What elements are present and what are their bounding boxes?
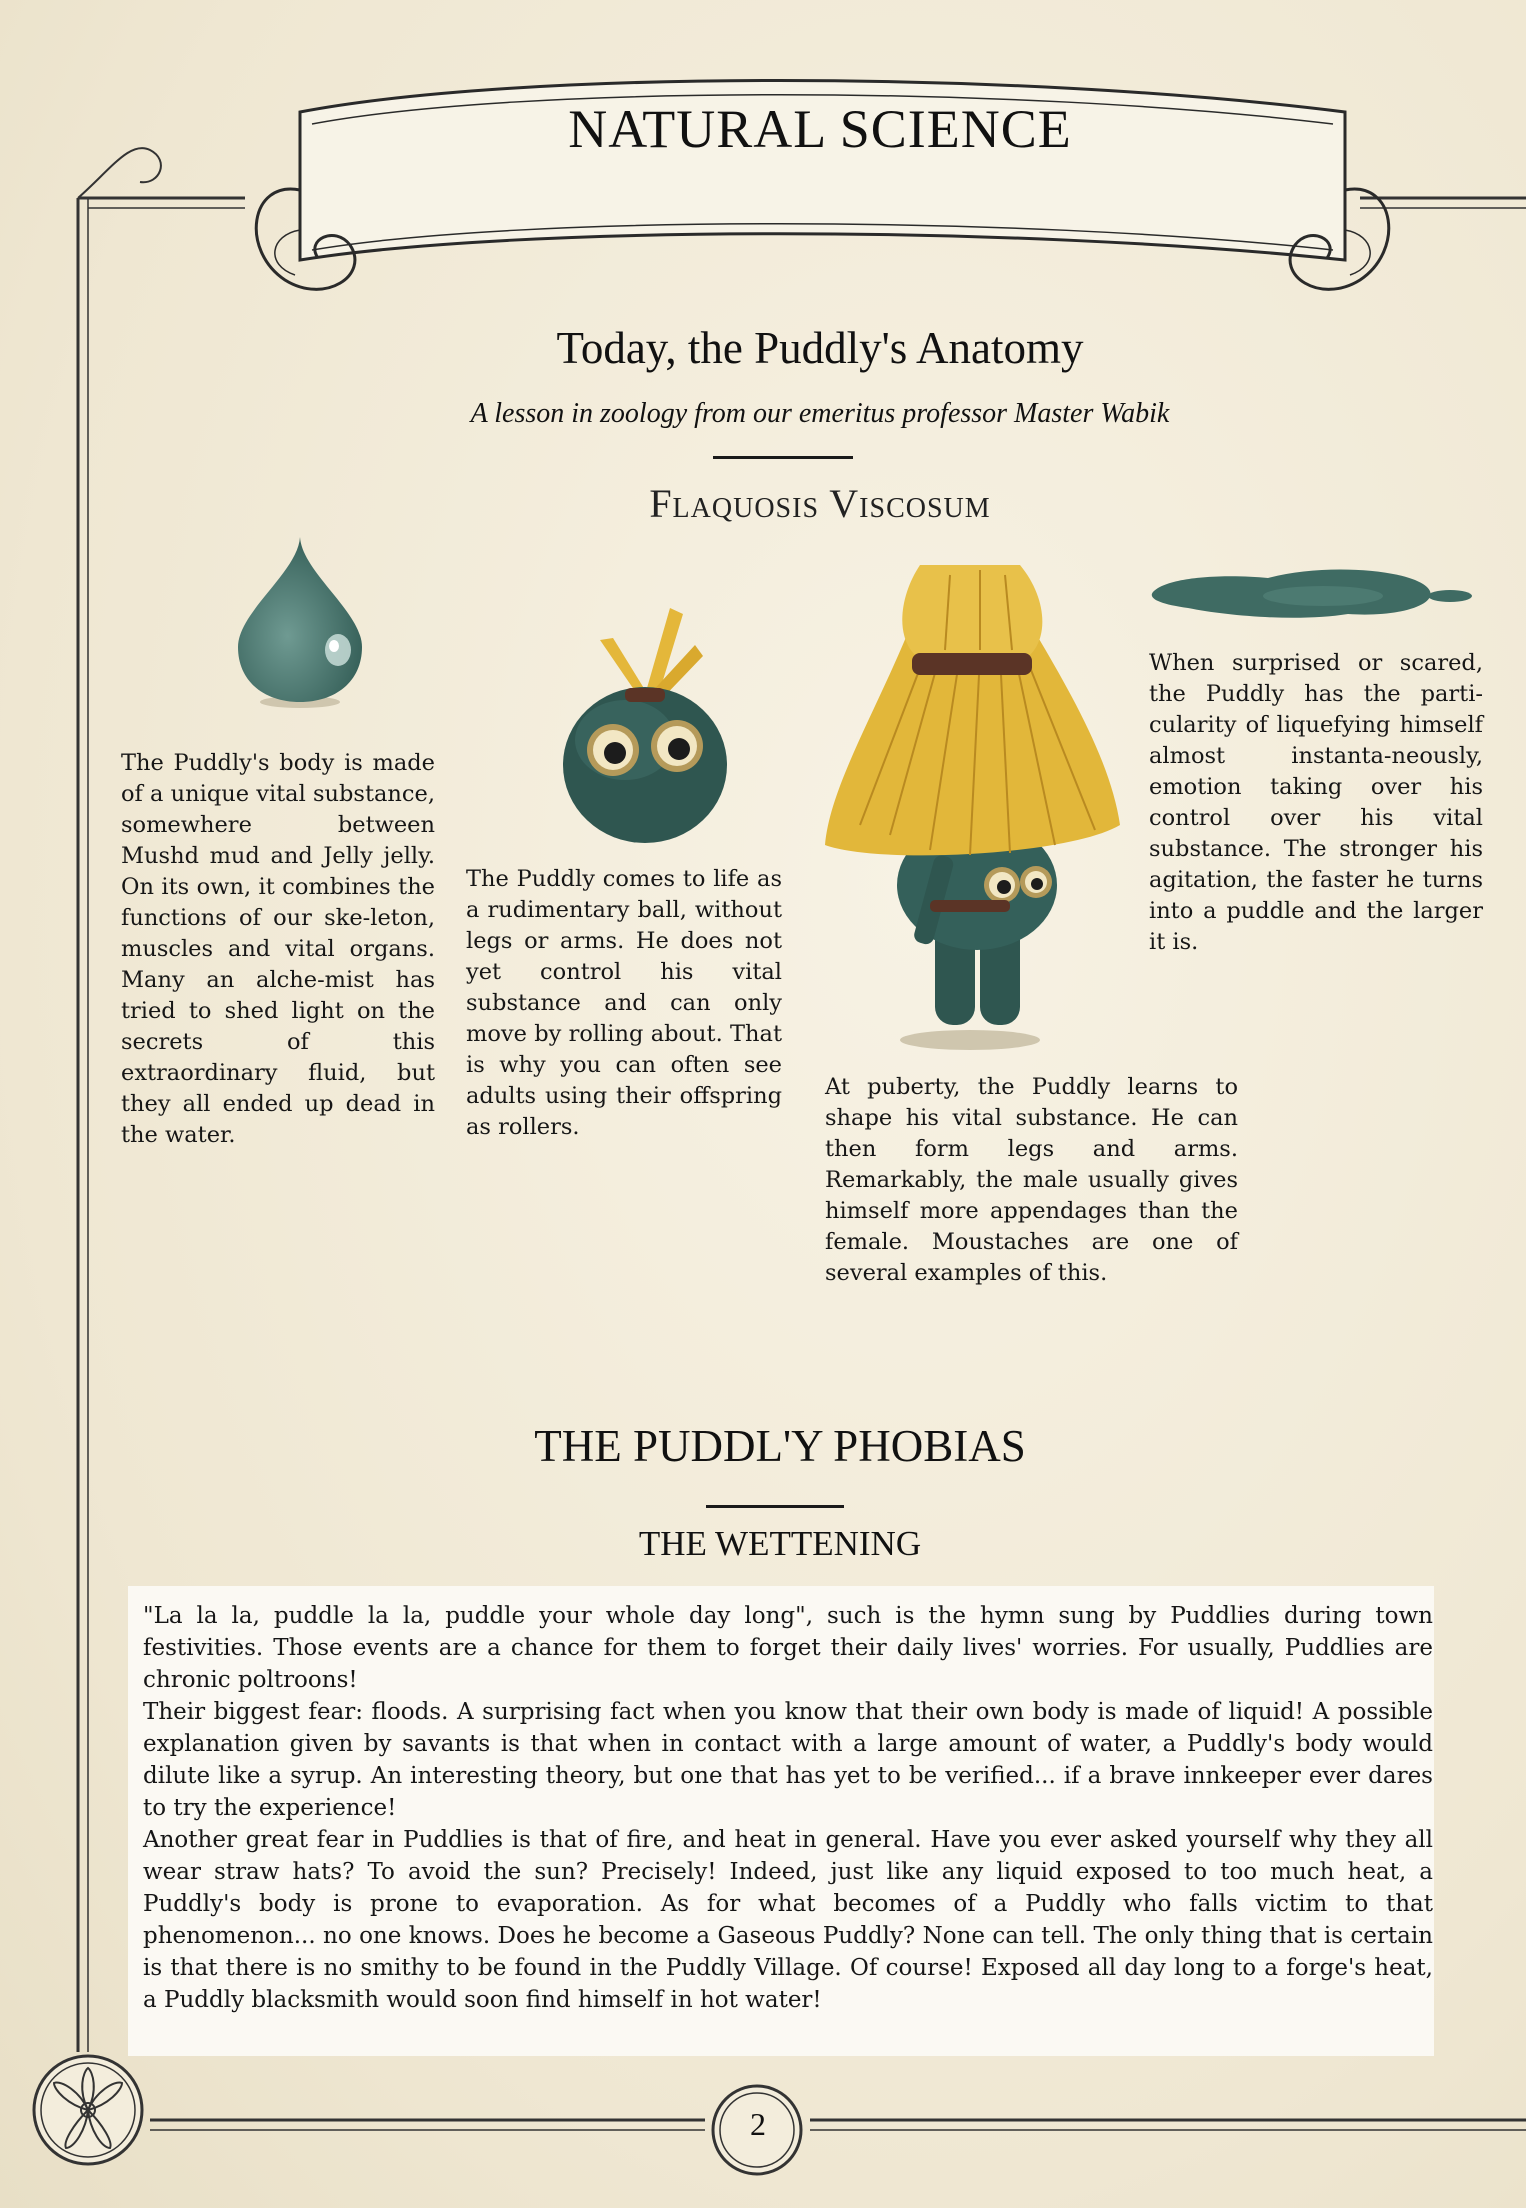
puddly-drop-illustration [230,532,370,712]
puddly-straw-hat-illustration [820,555,1140,1055]
headline-divider [713,456,853,459]
phobias-divider [706,1505,844,1508]
species-latin-name: Flaquosis Viscosum [649,481,991,526]
article-headline: Today, the Puddly's Anatomy [556,323,1084,373]
column-liquefying: When surprised or scared, the Puddly has the parti-cularity of liquefying himself almost instanta-neously, emotion taking over his control over his vital substance. The stronger his agitation, the faster he turns into a puddle and the larger it is. [1149,650,1483,955]
column-body-substance: The Puddly's body is made of a unique vital substance, somewhere between Mushd mud and Jelly jelly. On its own, it combines the functions of our ske-leton, muscles and vital organs. Many an alche-mist has tried to shed light on the secrets of this extraordinary fluid, but they all ended up dead in the water. [121,750,435,1148]
column-rudimentary-ball: The Puddly comes to life as a rudimentary ball, without legs or arms. He does not yet control his vital substance and can only move by rolling about. That is why you can often see adults using their offspring as rollers. [466,866,782,1140]
phobias-subtitle: THE WETTENING [638,1524,922,1563]
article-subtitle: A lesson in zoology from our emeritus professor Master Wabik [470,398,1170,429]
page-number: 2 [750,2106,766,2142]
puddle-illustration [1148,556,1478,626]
puddly-ball-illustration [545,600,745,850]
phobias-paragraph: Their biggest fear: floods. A surprising fact when you know that their own body is made of liquid! A possible explanation given by savants is that when in contact with a large amount of water, a Puddly's body would dilute like a syrup. An interesting theory, but one that has yet to be verified... if a brave innkeeper ever dares to try the experience! [143,1699,1433,1821]
phobias-paragraph: Another great fear in Puddlies is that of fire, and heat in general. Have you ever asked yourself why they all wear straw hats? To avoid the sun? Precisely! Indeed, just like any liquid exposed to too much heat, a Puddly's body is prone to evaporation. As for what becomes of a Puddly who falls victim to that phenomenon... no one knows. Does he become a Gaseous Puddly? None can tell. The only thing that is certain is that there is no smithy to be found in the Puddly Village. Of course! Exposed all day long to a forge's heat, a Puddly blacksmith would soon find himself in hot water! [143,1827,1433,2013]
section-banner-title: NATURAL SCIENCE [568,99,1072,159]
flower-emblem-icon [28,2050,148,2170]
column-puberty: At puberty, the Puddly learns to shape his vital substance. He can then form legs and arms. Remarkably, the male usually gives himself more appendages than the female. Moustaches are one of several examples of this. [825,1074,1238,1286]
phobias-paragraph: "La la la, puddle la la, puddle your whole day long", such is the hymn sung by Puddlies during town festivities. Those events are a chance for them to forget their daily lives' worries. For usually, Puddlies are chronic poltroons! [143,1603,1433,1693]
phobias-section-title: THE PUDDL'Y PHOBIAS [534,1421,1026,1471]
